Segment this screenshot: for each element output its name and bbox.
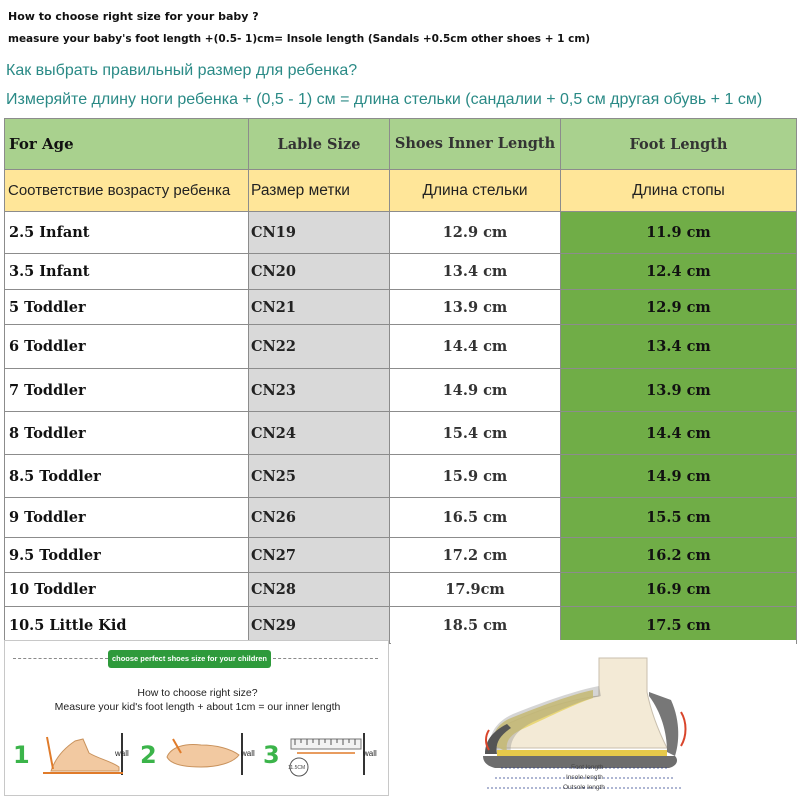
ru-header-age: Соответствие возрасту ребенка	[5, 170, 249, 212]
label-size-cell: CN23	[249, 369, 390, 412]
inner-length-cell: 17.9cm	[390, 573, 561, 607]
foot-length-label: Foot length	[571, 764, 604, 771]
table-header-row	[5, 119, 797, 170]
outsole-length-label: Outsole length	[563, 784, 605, 791]
foot-length-cell: 12.4 cm	[561, 254, 797, 290]
header-inner-length: Shoes Inner Length	[390, 119, 561, 170]
foot-length-cell: 16.9 cm	[561, 573, 797, 607]
size-chart-table	[4, 118, 797, 644]
label-size-cell: CN29	[249, 607, 390, 644]
english-heading: How to choose right size for your baby ?	[8, 10, 259, 23]
label-size-cell: CN22	[249, 325, 390, 369]
inner-length-cell: 15.4 cm	[390, 412, 561, 455]
table-row	[5, 607, 797, 644]
foot-length-cell: 14.4 cm	[561, 412, 797, 455]
inner-length-cell: 17.2 cm	[390, 538, 561, 573]
ru-header-inner: Длина стельки	[390, 170, 561, 212]
age-cell: 5 Toddler	[5, 290, 249, 325]
guide-question: How to choose right size?	[137, 687, 258, 699]
english-formula: measure your baby's foot length +(0.5- 1)cm= Insole length (Sandals +0.5cm other shoes + 1 cm)	[8, 33, 591, 45]
inner-length-cell: 18.5 cm	[390, 607, 561, 644]
foot-length-cell: 13.4 cm	[561, 325, 797, 369]
step-number-1: 1	[13, 741, 30, 769]
measuring-guide-panel	[4, 640, 389, 796]
table-row	[5, 498, 797, 538]
foot-length-cell: 17.5 cm	[561, 607, 797, 644]
age-cell: 3.5 Infant	[5, 254, 249, 290]
foot-length-cell: 14.9 cm	[561, 455, 797, 498]
ru-header-foot: Длина стопы	[561, 170, 797, 212]
wall-label: wall	[241, 749, 255, 758]
age-cell: 8 Toddler	[5, 412, 249, 455]
label-size-cell: CN21	[249, 290, 390, 325]
wall-label: wall	[363, 749, 377, 758]
russian-header-row	[5, 170, 797, 212]
header-for-age: For Age	[5, 119, 249, 170]
label-size-cell: CN28	[249, 573, 390, 607]
foot-length-cell: 16.2 cm	[561, 538, 797, 573]
inner-length-cell: 12.9 cm	[390, 212, 561, 254]
foot-length-cell: 11.9 cm	[561, 212, 797, 254]
wall-label: wall	[115, 749, 129, 758]
ru-header-label: Размер метки	[249, 170, 390, 212]
label-size-cell: CN25	[249, 455, 390, 498]
age-cell: 9 Toddler	[5, 498, 249, 538]
table-row	[5, 369, 797, 412]
foot-length-cell: 15.5 cm	[561, 498, 797, 538]
table-row	[5, 325, 797, 369]
inner-length-cell: 13.9 cm	[390, 290, 561, 325]
table-row	[5, 538, 797, 573]
table-row	[5, 212, 797, 254]
table-row	[5, 573, 797, 607]
age-cell: 10 Toddler	[5, 573, 249, 607]
inner-length-cell: 13.4 cm	[390, 254, 561, 290]
guide-instruction: Measure your kid's foot length + about 1cm = our inner length	[54, 701, 341, 713]
age-cell: 9.5 Toddler	[5, 538, 249, 573]
russian-heading: Как выбрать правильный размер для ребенка?	[6, 62, 358, 79]
inner-length-cell: 14.9 cm	[390, 369, 561, 412]
inner-length-cell: 16.5 cm	[390, 498, 561, 538]
inner-length-cell: 15.9 cm	[390, 455, 561, 498]
insole-length-label: Insole length	[566, 774, 603, 781]
age-cell: 8.5 Toddler	[5, 455, 249, 498]
step-number-3: 3	[263, 741, 280, 769]
label-size-cell: CN26	[249, 498, 390, 538]
table-row	[5, 455, 797, 498]
dashed-divider	[273, 658, 378, 659]
foot-length-cell: 12.9 cm	[561, 290, 797, 325]
dashed-divider	[13, 658, 108, 659]
label-size-cell: CN19	[249, 212, 390, 254]
label-size-cell: CN27	[249, 538, 390, 573]
table-row	[5, 412, 797, 455]
table-row	[5, 290, 797, 325]
age-cell: 7 Toddler	[5, 369, 249, 412]
shoe-diagram-panel	[391, 640, 796, 796]
shoe-cross-section-icon	[481, 652, 691, 772]
russian-formula: Измеряйте длину ноги ребенка + (0,5 - 1) см = длина стельки (сандалии + 0,5 см другая обувь + 1 см)	[6, 91, 763, 108]
inner-length-cell: 14.4 cm	[390, 325, 561, 369]
label-size-cell: CN24	[249, 412, 390, 455]
guide-banner: choose perfect shoes size for your children	[108, 650, 271, 668]
age-cell: 2.5 Infant	[5, 212, 249, 254]
label-size-cell: CN20	[249, 254, 390, 290]
age-cell: 6 Toddler	[5, 325, 249, 369]
age-cell: 10.5 Little Kid	[5, 607, 249, 644]
step-number-2: 2	[140, 741, 157, 769]
header-foot-length: Foot Length	[561, 119, 797, 170]
table-row	[5, 254, 797, 290]
foot-length-cell: 13.9 cm	[561, 369, 797, 412]
header-label-size: Lable Size	[249, 119, 390, 170]
ruler-value-label: 11.5CM	[288, 765, 306, 771]
